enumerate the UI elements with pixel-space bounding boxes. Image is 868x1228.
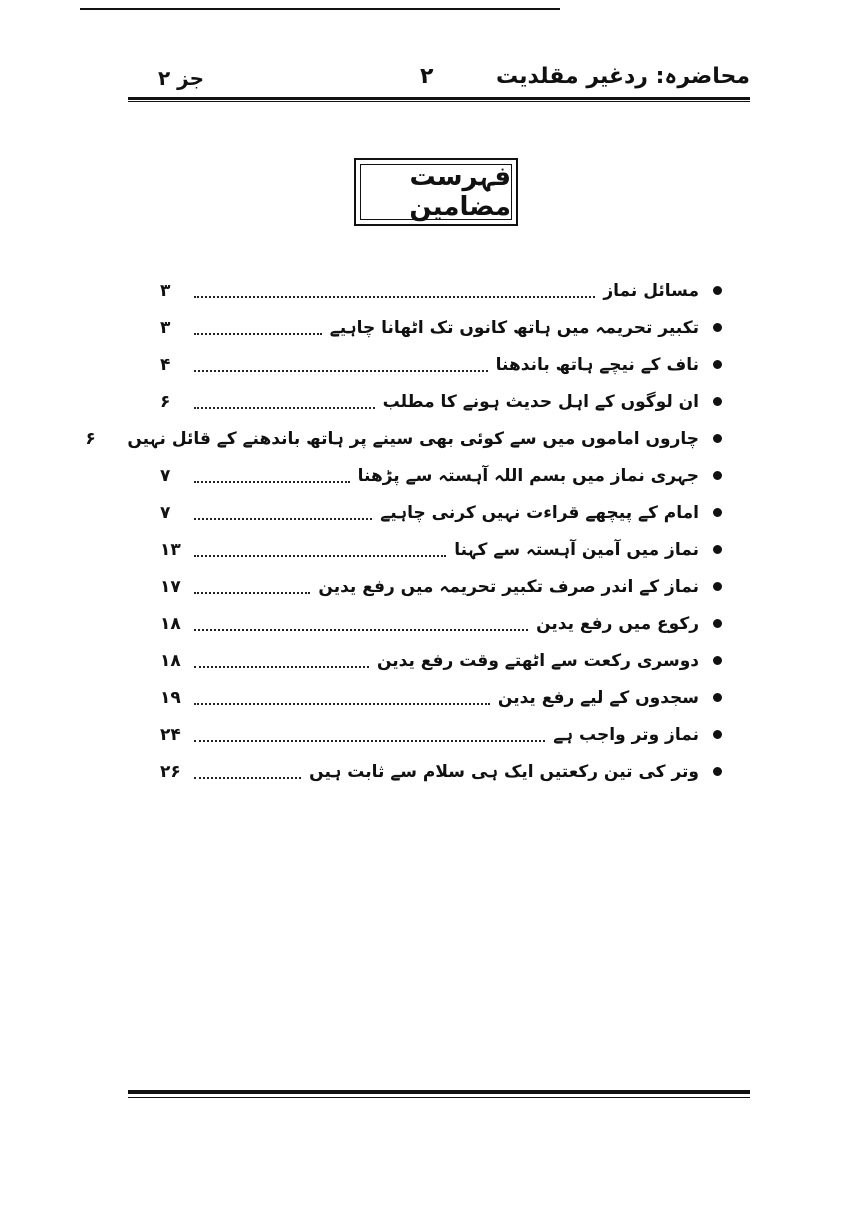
- toc-entry-page: ۳: [160, 317, 171, 338]
- toc-entry-title: نماز کے اندر صرف تکبیر تحریمہ میں رفع یدین: [318, 577, 699, 597]
- dot-leader: [194, 703, 490, 705]
- header-rule-thin: [128, 101, 750, 102]
- footer-rule: [128, 1090, 750, 1094]
- volume-label: جز ۲: [158, 66, 205, 90]
- toc-entry-page: ۷: [160, 465, 171, 486]
- dot-leader: [194, 666, 369, 668]
- toc-entry-page: ۱۹: [160, 687, 181, 708]
- toc-entry[interactable]: [160, 346, 722, 383]
- toc-entry[interactable]: [160, 642, 722, 679]
- bullet-icon: [713, 730, 722, 739]
- header-rule: [128, 97, 750, 100]
- toc-entry[interactable]: [160, 679, 722, 716]
- toc-entry[interactable]: [85, 420, 722, 457]
- table-of-contents: [85, 272, 722, 790]
- toc-entry[interactable]: [160, 309, 722, 346]
- toc-entry[interactable]: [160, 457, 722, 494]
- bullet-icon: [713, 434, 722, 443]
- toc-entry[interactable]: [160, 605, 722, 642]
- page-header: [128, 58, 750, 98]
- toc-entry-title: دوسری رکعت سے اٹھتے وقت رفع یدین: [376, 651, 699, 671]
- bullet-icon: [713, 582, 722, 591]
- toc-entry[interactable]: [160, 272, 722, 309]
- toc-entry-page: ۳: [160, 280, 171, 301]
- toc-entry-title: نماز میں آمین آہستہ سے کہنا: [454, 540, 699, 560]
- toc-entry-title: سجدوں کے لیے رفع یدین: [497, 688, 699, 708]
- book-title: محاضرہ: ردغیر مقلدیت: [495, 64, 750, 89]
- bullet-icon: [713, 656, 722, 665]
- toc-entry-page: ۶: [160, 391, 171, 412]
- toc-entry[interactable]: [160, 716, 722, 753]
- toc-entry-page: ۶: [85, 428, 96, 449]
- dot-leader: [194, 777, 301, 779]
- top-rule: [80, 8, 560, 10]
- dot-leader: [194, 592, 310, 594]
- dot-leader: [194, 481, 350, 483]
- toc-entry-page: ۲۴: [160, 724, 181, 745]
- toc-entry[interactable]: [160, 383, 722, 420]
- toc-entry-title: مسائل نماز: [603, 280, 699, 301]
- toc-title-frame: [354, 158, 518, 226]
- toc-entry-page: ۱۷: [160, 576, 181, 597]
- toc-entry-page: ۷: [160, 502, 171, 523]
- toc-entry-page: ۱۸: [160, 613, 181, 634]
- toc-entry-page: ۴: [160, 354, 171, 375]
- toc-entry-title: نماز وتر واجب ہے: [553, 725, 699, 745]
- bullet-icon: [713, 508, 722, 517]
- bullet-icon: [713, 767, 722, 776]
- toc-entry-title: رکوع میں رفع یدین: [536, 613, 699, 634]
- toc-entry-title: جہری نماز میں بسم اللہ آہستہ سے پڑھنا: [357, 466, 699, 486]
- toc-title: فہرست مضامین: [360, 164, 512, 220]
- toc-entry-page: ۱۸: [160, 650, 181, 671]
- footer-rule-thin: [128, 1097, 750, 1098]
- toc-entry[interactable]: [160, 494, 722, 531]
- toc-entry-title: وتر کی تین رکعتیں ایک ہی سلام سے ثابت ہیں: [309, 762, 699, 782]
- toc-entry[interactable]: [160, 568, 722, 605]
- bullet-icon: [713, 286, 722, 295]
- toc-entry-page: ۲۶: [160, 761, 181, 782]
- dot-leader: [194, 518, 372, 520]
- dot-leader: [194, 296, 595, 298]
- dot-leader: [194, 740, 545, 742]
- dot-leader: [194, 407, 375, 409]
- bullet-icon: [713, 693, 722, 702]
- bullet-icon: [713, 619, 722, 628]
- bullet-icon: [713, 471, 722, 480]
- dot-leader: [194, 555, 446, 557]
- bullet-icon: [713, 360, 722, 369]
- toc-entry-page: ۱۳: [160, 539, 181, 560]
- toc-entry[interactable]: [160, 753, 722, 790]
- dot-leader: [194, 333, 322, 335]
- bullet-icon: [713, 545, 722, 554]
- dot-leader: [194, 629, 528, 631]
- bullet-icon: [713, 397, 722, 406]
- toc-entry-title: چاروں اماموں میں سے کوئی بھی سینے پر ہاتھ باندھنے کے قائل نہیں: [127, 429, 699, 449]
- toc-entry-title: امام کے پیچھے قراءت نہیں کرنی چاہیے: [380, 503, 699, 523]
- dot-leader: [194, 370, 488, 372]
- toc-entry[interactable]: [160, 531, 722, 568]
- toc-entry-title: تکبیر تحریمہ میں ہاتھ کانوں تک اٹھانا چاہیے: [329, 318, 699, 338]
- toc-entry-title: ان لوگوں کے اہل حدیث ہونے کا مطلب: [382, 392, 699, 412]
- toc-entry-title: ناف کے نیچے ہاتھ باندھنا: [495, 355, 699, 375]
- bullet-icon: [713, 323, 722, 332]
- page-number: ۲: [420, 64, 434, 89]
